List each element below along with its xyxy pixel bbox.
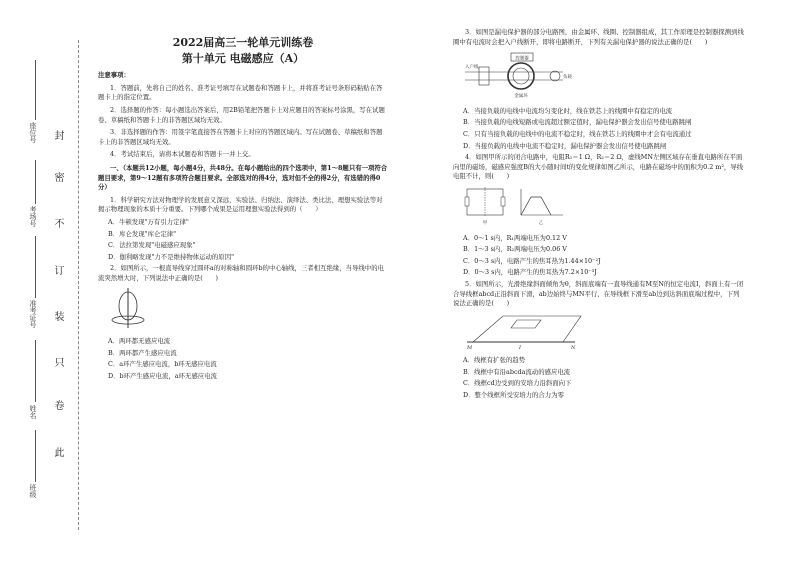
admission-number-label: 准考证号 xyxy=(29,300,37,328)
notes-heading: 注意事项： xyxy=(98,71,130,80)
binding-word: 卷 xyxy=(52,400,63,410)
question-1-stem: 1．科学研究方法对物理学的发展意义深远，实验法、归纳法、演绎法、类比法、理想实验法等对揭示物理现象的本质十分重要。下列哪个成果是运用理想实验法得到的（ ） xyxy=(98,195,383,214)
q2-option-b: B．两环都产生感应电流 xyxy=(108,348,177,357)
q3-label-entry-line: 入户线 xyxy=(465,65,479,71)
q4-option-a: A．0～1 s内，R₁两端电压为0.12 V xyxy=(463,233,567,242)
section-heading: 一、（本题共12小题，每小题4分，共48分。在每小题给出的四个选项中，第1～8题只有一项符合题目要求，第9～12题有多项符合题目要求。全部选对的得4分，选对但不全的得2分，有选错的得0分） xyxy=(98,163,388,192)
q3-label-metal-ring: 金属环 xyxy=(514,94,528,100)
binding-dashed-line xyxy=(78,40,79,530)
q5-option-b: B．线框中有沿abcda流动的感应电流 xyxy=(463,367,571,376)
note-item: 1．答题前，先将自己的姓名、准考证号填写在试题卷和答题卡上，并将准考证号条形码粘贴在答题卡上的指定位置。 xyxy=(98,83,383,102)
question-4-stem: 4．如图甲所示的闭合电路中，电阻R₁＝1 Ω，R₂＝2 Ω，虚线MN左侧区域存在垂直电路所在平面向里的磁场，磁感应强度B的大小随时间t的变化规律如图乙所示，电路在磁场中的面积为0.2 m²，导线电阻不计，则( ) xyxy=(453,153,744,181)
class-label: 班级 xyxy=(29,484,37,498)
binding-word: 密 xyxy=(52,172,63,182)
note-item: 3．非选择题的作答：用签字笔直接答在答题卡上对应的答题区域内。写在试题卷、草稿纸和答题卡上的非答题区域均无效。 xyxy=(98,128,383,146)
name-label: 姓名 xyxy=(29,405,37,419)
q3-option-c: C．只有当接负载的电线中的电流不稳定时，线在铁芯上的线圈中才会有电流通过 xyxy=(463,129,692,138)
seat-number-label: 座位号 xyxy=(29,122,37,143)
q5-option-c: C．线框cd边受到的安培力沿斜面向下 xyxy=(463,379,572,388)
left-column xyxy=(98,28,388,383)
q2-option-c: C．a环产生感应电流，b环无感应电流 xyxy=(108,360,217,369)
binding-word: 订 xyxy=(52,265,63,275)
q5-label-i: I xyxy=(519,344,521,350)
seat-number-field[interactable] xyxy=(35,60,36,120)
question-2-stem: 2．如图所示，一根直导线穿过圆环a的对称轴和圆环b的中心轴线，三者相互绝缘，当导线中的电流突然增大时，下列说法中正确的是( ) xyxy=(98,264,384,282)
question-5-stem: 5．如图所示，光滑绝缘斜面倾角为θ，斜面底端有一直导线通有M至N的恒定电流I，斜面上有一闭合导线框abcd正沿斜面下滑，ab边始终与MN平行，在导线框下滑至ab边到达斜面底端过程中，下列说法正确的是( ) xyxy=(453,279,744,308)
q3-option-b: B．当接负载的电线短路或电流超过额定值时，漏电保护器会发出信号使电路跳闸 xyxy=(463,118,692,127)
q3-option-a: A．当接负载的电线中电流均匀变化时，线在铁芯上的线圈中有稳定的电流 xyxy=(463,106,673,115)
right-column xyxy=(453,28,745,403)
q1-option-b: B．库仑发现"库仑定律" xyxy=(108,229,177,238)
binding-word: 不 xyxy=(52,218,63,228)
note-item: 2．选择题的作答：每小题选出答案后，用2B铅笔把答题卡上对应题目的答案标号涂黑，写在试题卷、草稿纸和答题卡上的非答题区域均无效。 xyxy=(98,105,385,124)
q1-option-a: A．牛顿发现"万有引力定律" xyxy=(108,217,189,226)
exam-room-label: 考场号 xyxy=(29,206,37,227)
q5-label-m: M xyxy=(467,344,473,350)
q3-figure-leakage-protector xyxy=(463,50,745,104)
q1-option-d: D．伽利略发现"力不是维持物体运动的原因" xyxy=(108,252,235,261)
q5-label-n: N xyxy=(571,344,576,350)
q3-label-controller: 控制器 xyxy=(515,56,529,62)
name-field[interactable] xyxy=(35,340,36,402)
q5-option-d: D．整个线框所受安培力的合力为零 xyxy=(463,391,564,400)
q2-figure-rings xyxy=(108,286,388,334)
q5-figure-incline xyxy=(463,312,745,354)
q2-option-d: D．b环产生感应电流，a环无感应电流 xyxy=(108,371,217,380)
q4-caption-yi: 乙 xyxy=(538,220,544,226)
q2-option-a: A．两环都无感应电流 xyxy=(108,337,171,346)
admission-number-field[interactable] xyxy=(35,236,36,298)
q1-option-c: C．法拉第发现"电磁感应现象" xyxy=(108,241,196,250)
q4-caption-jia: 甲 xyxy=(482,220,488,226)
question-3-stem: 3．如图是漏电保护器的部分电路图，由金属环、线圈、控制器组成，其工作原理是控制器探测到线圈中有电流时会把入户线断开，即将电路断开，下列有关漏电保护器的说法正确的是( ) xyxy=(453,28,744,46)
binding-word: 封 xyxy=(52,130,63,140)
exam-title: 2022届高三一轮单元训练卷 xyxy=(172,36,314,49)
q5-option-a: A．线框有扩张的趋势 xyxy=(463,356,526,365)
exam-subtitle: 第十单元 电磁感应（A） xyxy=(181,51,305,65)
class-field[interactable] xyxy=(35,430,36,482)
exam-room-field[interactable] xyxy=(35,160,36,204)
binding-word: 此 xyxy=(52,447,63,457)
binding-word: 只 xyxy=(52,357,63,367)
q3-option-d: D．当接负载的电线中电流不稳定时，漏电保护器会发出信号使电路跳闸 xyxy=(463,141,667,150)
q4-option-d: D．0～3 s内，电路产生的焦耳热为7.2×10⁻³J xyxy=(463,268,597,277)
q4-figure-circuit-and-graph xyxy=(463,185,745,231)
q4-option-b: B．1～3 s内，R₂两端电压为0.06 V xyxy=(463,245,567,254)
q4-option-c: C．0～3 s内，电路产生的焦耳热为1.44×10⁻²J xyxy=(463,256,601,265)
binding-word: 装 xyxy=(52,311,63,321)
q3-label-load: 负载 xyxy=(563,75,572,81)
binding-margin xyxy=(0,0,92,562)
note-item: 4．考试结束后，请将本试题卷和答题卡一并上交。 xyxy=(110,150,255,159)
